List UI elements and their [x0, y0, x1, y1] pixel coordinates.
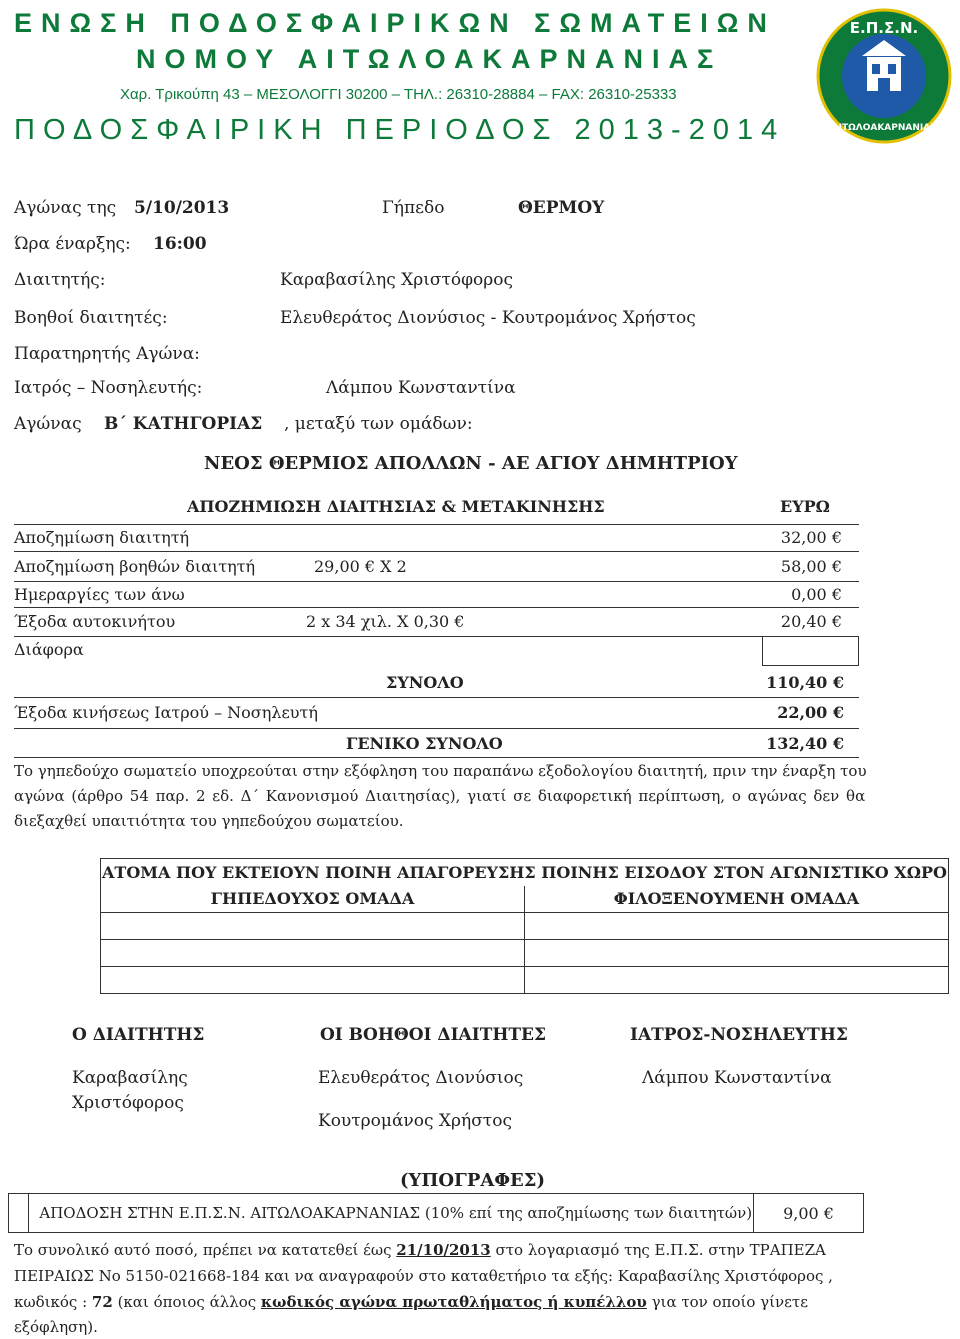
footer-text: για τον οποίο γίνετε — [646, 1293, 808, 1311]
notice-line: διεξαχθεί υπαιτιότητα του γηπεδούχου σωματείου. — [14, 812, 404, 830]
comp-row-label: Διάφορα — [14, 640, 84, 659]
currency-header: ΕΥΡΩ — [780, 497, 830, 516]
comp-row-detail: 2 x 34 χιλ. Χ 0,30 € — [306, 612, 465, 631]
medic-expenses-label: Έξοδα κινήσεως Ιατρού – Νοσηλευτή — [14, 703, 318, 722]
assistant-signature-name: Κουτρομάνος Χρήστος — [318, 1111, 512, 1131]
comp-row-label: Έξοδα αυτοκινήτου — [14, 612, 176, 631]
home-banned-cell — [101, 940, 525, 967]
table-row — [101, 967, 949, 994]
doctor-label: Ιατρός – Νοσηλευτής: — [14, 378, 203, 398]
notice-line: Το γηπεδούχο σωματείο υποχρεούται στην εξόφληση του παραπάνω εξοδολογίου διαιτητή, πριν την έναρξη του — [14, 762, 867, 780]
season-title: ΠΟΔΟΣΦΑΙΡΙΚΗ ΠΕΡΙΟΔΟΣ 2013-2014 — [14, 114, 786, 146]
footer-text: (και όποιος άλλος — [112, 1293, 261, 1311]
assistant-signature-name: Ελευθεράτος Διονύσιος — [318, 1068, 524, 1088]
doctor-name: Λάμπου Κωνσταντίνα — [326, 378, 516, 398]
union-title: ΕΝΩΣΗ ΠΟΔΟΣΦΑΙΡΙΚΩΝ ΣΩΜΑΤΕΙΩΝ — [14, 8, 776, 38]
row-divider — [14, 551, 859, 552]
comp-row-detail: 29,00 € Χ 2 — [314, 557, 407, 576]
compensation-title: ΑΠΟΖΗΜΙΩΣΗ ΔΙΑΙΤΗΣΙΑΣ & ΜΕΤΑΚΙΝΗΣΗΣ — [187, 497, 605, 516]
medic-expenses-amount: 22,00 € — [777, 703, 844, 722]
row-divider — [14, 636, 859, 637]
away-banned-cell — [524, 913, 948, 940]
table-row — [101, 913, 949, 940]
fee-blank-cell — [9, 1194, 29, 1233]
referee-signature-name: Καραβασίλης — [72, 1068, 188, 1088]
away-banned-cell — [524, 967, 948, 994]
date-label: Αγώνας της — [14, 198, 117, 218]
logo-bottom-text: ΑΙΤΩΛΟΑΚΑΡΝΑΝΙΑΣ — [831, 123, 937, 133]
union-address: Χαρ. Τρικούπη 43 – ΜΕΣΟΛΟΓΓΙ 30200 – ΤΗΛ.: 26310-28884 – FAX: 26310-25333 — [120, 86, 677, 103]
row-divider — [14, 607, 859, 608]
comp-row-amount: 20,40 € — [780, 612, 842, 631]
banned-title: ΑΤΟΜΑ ΠΟΥ ΕΚΤΕΙΟΥΝ ΠΟΙΝΗ ΑΠΑΓΟΡΕΥΣΗΣ ΠΟΙΝΗΣ ΕΙΣΟΔΟΥ ΣΤΟΝ ΑΓΩΝΙΣΤΙΚΟ ΧΩΡΟ — [101, 859, 949, 886]
grand-total-amount: 132,40 € — [766, 734, 844, 753]
match-code-note: κωδικός αγώνα πρωταθλήματος ή κυπέλλου — [260, 1293, 647, 1311]
total-label: ΣΥΝΟΛΟ — [386, 673, 464, 692]
comp-row-label: Αποζημίωση βοηθών διαιτητή — [14, 557, 256, 576]
doctor-signature-name: Λάμπου Κωνσταντίνα — [642, 1068, 832, 1088]
match-time: 16:00 — [153, 234, 207, 254]
between-teams-label: , μεταξύ των ομάδων: — [284, 414, 473, 434]
table-bottom-rule — [14, 757, 859, 758]
grand-total-label: ΓΕΝΙΚΟ ΣΥΝΟΛΟ — [346, 734, 503, 753]
referee-signature-title: Ο ΔΙΑΙΤΗΤΗΣ — [72, 1025, 205, 1045]
row-divider — [14, 697, 859, 698]
home-banned-cell — [101, 967, 525, 994]
referee-label: Διαιτητής: — [14, 270, 106, 290]
away-banned-cell — [524, 940, 948, 967]
fee-amount: 9,00 € — [754, 1194, 864, 1233]
misc-amount-cell — [762, 636, 859, 666]
comp-row-amount: 32,00 € — [780, 528, 842, 547]
footer-line — [14, 1293, 808, 1311]
row-divider — [14, 581, 859, 582]
logo-top-text: Ε.Π.Σ.Ν. — [849, 19, 919, 37]
table-top-rule — [14, 524, 859, 525]
assistants-names: Ελευθεράτος Διονύσιος - Κουτρομάνος Χρήστος — [280, 308, 696, 328]
comp-row-label: Αποζημίωση διαιτητή — [14, 528, 190, 547]
footer-text: Το συνολικό αυτό ποσό, πρέπει να κατατεθεί έως — [14, 1241, 397, 1259]
referee-code: 72 — [91, 1293, 113, 1311]
table-row — [101, 940, 949, 967]
comp-row-label: Ημεραργίες των άνω — [14, 585, 185, 604]
match-teams: ΝΕΟΣ ΘΕΡΜΙΟΣ ΑΠΟΛΛΩΝ - ΑΕ ΑΓΙΟΥ ΔΗΜΗΤΡΙΟΥ — [204, 453, 738, 474]
deadline-date: 21/10/2013 — [396, 1241, 491, 1259]
game-label: Αγώνας — [14, 414, 82, 434]
fee-table — [8, 1193, 864, 1233]
assistants-label: Βοηθοί διαιτητές: — [14, 308, 168, 328]
stadium-name: ΘΕΡΜΟΥ — [518, 198, 605, 218]
home-team-header: ΓΗΠΕΔΟΥΧΟΣ ΟΜΑΔΑ — [101, 886, 525, 913]
comp-row-amount: 0,00 € — [791, 585, 842, 604]
banned-persons-table — [100, 858, 949, 994]
referee-signature-name: Χριστόφορος — [72, 1093, 184, 1113]
signatures-caption: (ΥΠΟΓΡΑΦΕΣ) — [400, 1170, 545, 1191]
assistants-signature-title: ΟΙ ΒΟΗΘΟΙ ΔΙΑΙΤΗΤΕΣ — [320, 1025, 547, 1045]
footer-line — [14, 1241, 826, 1259]
game-category: Β΄ ΚΑΤΗΓΟΡΙΑΣ — [104, 414, 263, 434]
doctor-signature-title: ΙΑΤΡΟΣ-ΝΟΣΗΛΕΥΤΗΣ — [630, 1025, 848, 1045]
stadium-label: Γήπεδο — [382, 198, 445, 218]
union-logo — [814, 6, 954, 146]
comp-row-amount: 58,00 € — [780, 557, 842, 576]
notice-line: αγώνα (άρθρο 54 παρ. 2 εδ. Δ΄ Κανονισμού Διαιτησίας), γιατί σε διαφορετική περίπτωση, ο αγώνας δεν θα — [14, 787, 866, 805]
time-label: Ώρα έναρξης: — [14, 234, 131, 254]
match-date: 5/10/2013 — [134, 198, 230, 218]
fee-label: ΑΠΟΔΟΣΗ ΣΤΗΝ Ε.Π.Σ.Ν. ΑΙΤΩΛΟΑΚΑΡΝΑΝΙΑΣ (10% επί της αποζημίωσης των διαιτητών) — [29, 1194, 754, 1233]
footer-text: κωδικός : — [14, 1293, 92, 1311]
observer-label: Παρατηρητής Αγώνα: — [14, 344, 200, 364]
footer-text: στο λογαριασμό της Ε.Π.Σ. στην ΤΡΑΠΕΖΑ — [490, 1241, 826, 1259]
row-divider — [14, 728, 859, 729]
footer-line: εξόφληση). — [14, 1318, 98, 1336]
referee-name: Καραβασίλης Χριστόφορος — [280, 270, 514, 290]
prefecture-title: ΝΟΜΟΥ ΑΙΤΩΛΟΑΚΑΡΝΑΝΙΑΣ — [136, 44, 723, 74]
away-team-header: ΦΙΛΟΞΕΝΟΥΜΕΝΗ ΟΜΑΔΑ — [524, 886, 948, 913]
total-amount: 110,40 € — [766, 673, 844, 692]
footer-line: ΠΕΙΡΑΙΩΣ Νο 5150-021668-184 και να αναγραφούν στο καταθετήριο τα εξής: Καραβασίλης Χριστόφορος , — [14, 1267, 833, 1285]
home-banned-cell — [101, 913, 525, 940]
